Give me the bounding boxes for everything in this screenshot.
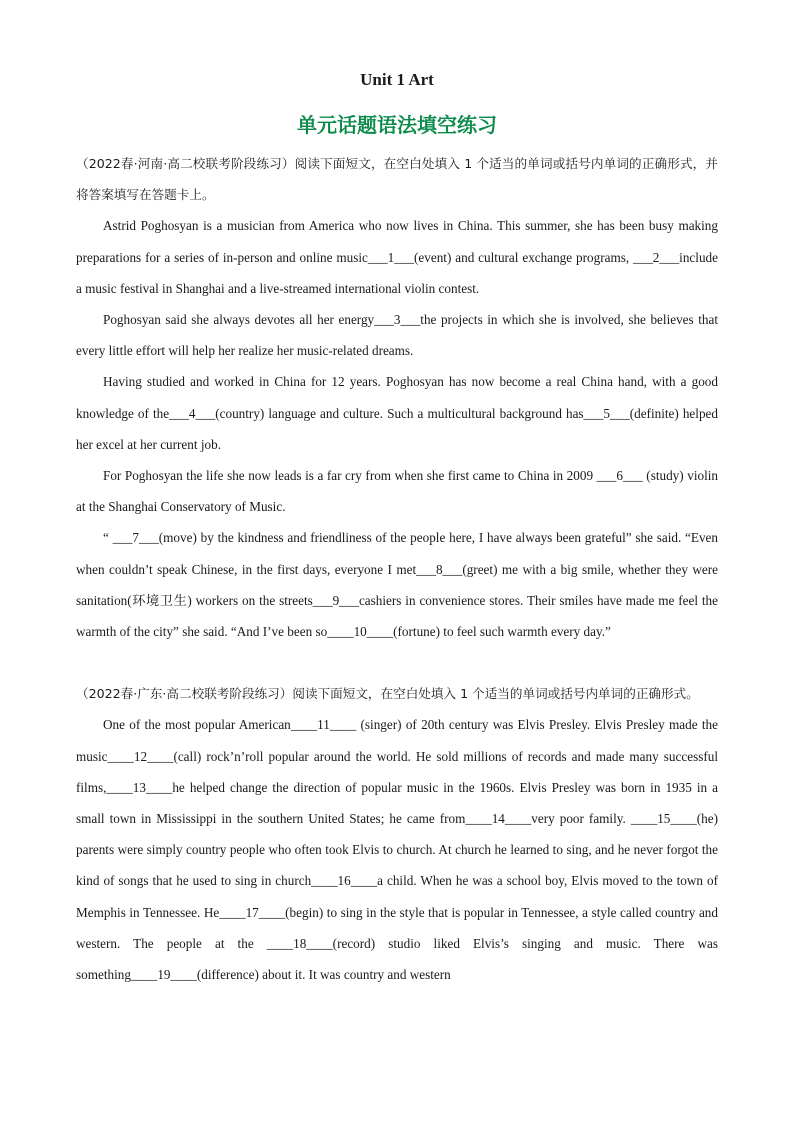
section-1-paragraph: Astrid Poghosyan is a musician from America who now lives in China. This summer, she has been busy making preparations for a series of in-person and online music___1___(event) and cultural exchange programs, ___2___include a music festival in Shanghai and a live-streamed international violin contest.	[76, 218, 718, 296]
section-1-paragraph: Having studied and worked in China for 12 years. Poghosyan has now become a real China hand, with a good knowledge of the___4___(country) language and culture. Such a multicultural background has___5___(definite) helped her excel at her current job.	[76, 374, 718, 452]
section-spacer	[76, 647, 718, 678]
section-2-intro: （2022春·广东·高二校联考阶段练习）阅读下面短文，在空白处填入 1 个适当的单词或括号内单词的正确形式。	[76, 686, 699, 702]
document-body	[76, 148, 718, 990]
section-1-paragraph: “ ___7___(move) by the kindness and friendliness of the people here, I have always been grateful” she said. “Even when couldn’t speak Chinese, in the first days, everyone I met___8___(greet) me with a big smile, whether they were sanitation(环境卫生) workers on the streets___9___cashiers in convenience stores. Their smiles have made me feel the warmth of the city” she said. “And I’ve been so____10____(fortune) to feel such warmth every day.”	[76, 530, 718, 640]
section-1-paragraph: For Poghosyan the life she now leads is a far cry from when she first came to China in 2009 ___6___ (study) violin at the Shanghai Conservatory of Music.	[76, 468, 718, 515]
section-1-intro: （2022春·河南·高二校联考阶段练习）阅读下面短文，在空白处填入 1 个适当的单词或括号内单词的正确形式，并将答案填写在答题卡上。	[76, 156, 718, 203]
section-2-paragraph: One of the most popular American____11____ (singer) of 20th century was Elvis Presley. Elvis Presley made the music____12____(call) rock’n’roll popular around the world. He sold millions of records and made many successful films,____13____he helped change the direction of popular music in the 1960s. Elvis Presley was born in 1935 in a small town in Mississippi in the southern United States; he came from____14____very poor family. ____15____(he) parents were simply country people who often took Elvis to church. At church he learned to sing, and he never forgot the kind of songs that he used to sing in church____16____a child. When he was a school boy, Elvis moved to the town of Memphis in Tennessee. He____17____(begin) to sing in the style that is popular in Tennessee, a style called country and western. The people at the ____18____(record) studio liked Elvis’s singing and music. There was something____19____(difference) about it. It was country and western	[76, 717, 718, 983]
page-subtitle: 单元话题语法填空练习	[297, 113, 497, 137]
page-title: Unit 1 Art	[360, 70, 434, 89]
section-1-paragraph: Poghosyan said she always devotes all her energy___3___the projects in which she is involved, she believes that every little effort will help her realize her music-related dreams.	[76, 312, 718, 359]
